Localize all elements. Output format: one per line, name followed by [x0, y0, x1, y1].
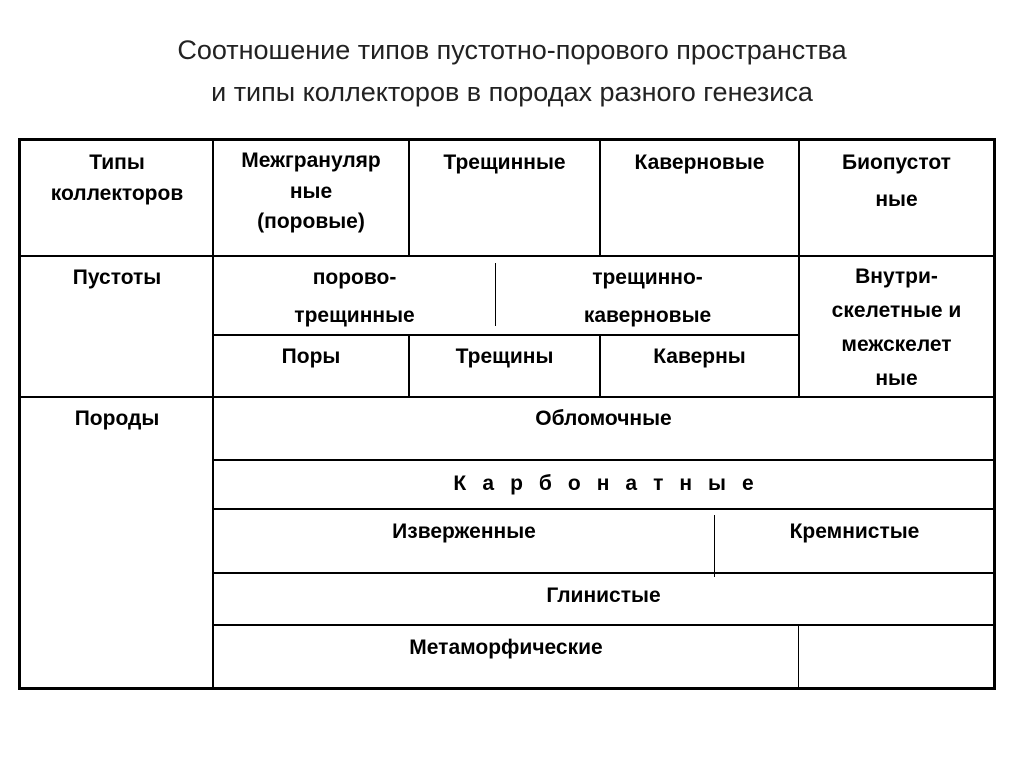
header-intergranular-line1: Межгрануляр — [241, 149, 381, 172]
rocks-clastic: Обломочные — [535, 407, 672, 430]
rocks-metamorphic: Метаморфические — [409, 636, 603, 659]
page-title-line2: и типы коллекторов в породах разного генезиса — [211, 77, 813, 107]
header-bio-line2: ные — [875, 188, 918, 211]
rocks-siliceous: Кремнистые — [789, 520, 920, 543]
voids-fractured-cavernous — [497, 259, 798, 335]
voids-fractured-cavernous-line2: каверновые — [583, 304, 712, 327]
header-intergranular — [214, 144, 408, 237]
header-intergranular-line2: ные — [289, 180, 333, 203]
voids-intra-line4: ные — [875, 367, 918, 390]
header-bio — [800, 144, 993, 218]
voids-fractures: Трещины — [455, 345, 554, 368]
header-cavernous: Каверновые — [634, 151, 765, 174]
header-types-label-line1: Типы — [89, 151, 145, 174]
voids-caverns: Каверны — [653, 345, 746, 368]
voids-intra-line1: Внутри- — [855, 265, 938, 288]
rocks-clay: Глинистые — [546, 584, 661, 607]
voids-row-label: Пустоты — [72, 266, 162, 289]
rocks-row-label: Породы — [74, 407, 160, 430]
voids-pore-fractured-line2: трещинные — [294, 304, 415, 327]
voids-intra-line3: межскелет — [841, 333, 952, 356]
rocks-igneous: Изверженные — [392, 520, 536, 543]
voids-intra-line2: скелетные и — [831, 299, 962, 322]
header-intergranular-line3: (поровые) — [257, 210, 365, 233]
page-title-line1: Соотношение типов пустотно-порового пространства — [177, 35, 847, 65]
voids-intra-skeletal — [800, 259, 993, 396]
header-types-label-line2: коллекторов — [50, 182, 184, 205]
header-types-label — [22, 144, 212, 212]
rocks-carbonate: Карбонатные — [453, 472, 770, 495]
voids-fractured-cavernous-line1: трещинно- — [592, 266, 703, 289]
header-fractured: Трещинные — [443, 151, 566, 174]
header-bio-line1: Биопустот — [842, 151, 951, 174]
voids-pore-fractured — [214, 259, 495, 335]
voids-pore-fractured-line1: порово- — [312, 266, 397, 289]
voids-pores: Поры — [281, 345, 341, 368]
